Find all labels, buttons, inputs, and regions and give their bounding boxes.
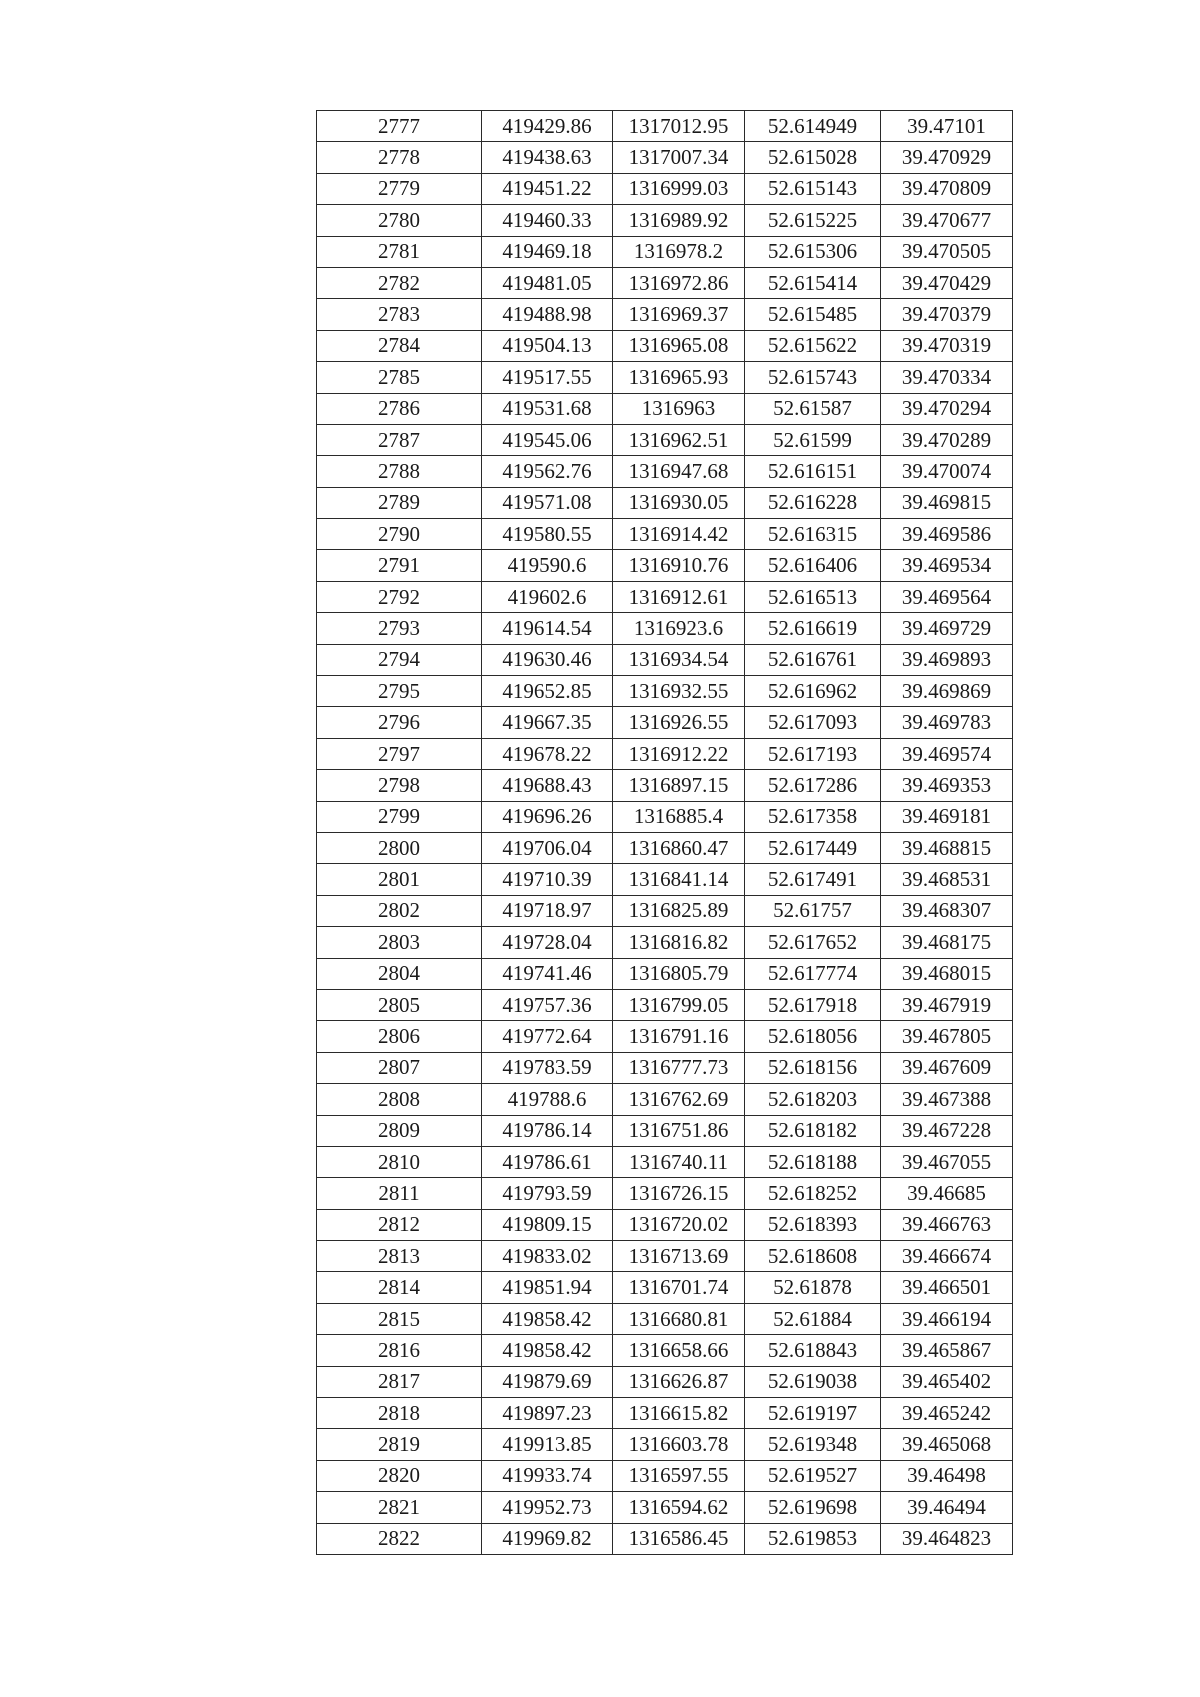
x-coordinate-cell: 419788.6	[482, 1084, 613, 1115]
y-coordinate-cell: 1316626.87	[613, 1366, 745, 1397]
table-row	[317, 1523, 1013, 1554]
longitude-cell: 39.465068	[881, 1429, 1013, 1460]
x-coordinate-cell: 419614.54	[482, 613, 613, 644]
y-coordinate-cell: 1316615.82	[613, 1398, 745, 1429]
table-row	[317, 1178, 1013, 1209]
point-number-cell: 2808	[317, 1084, 482, 1115]
latitude-cell: 52.617093	[745, 707, 881, 738]
x-coordinate-cell: 419580.55	[482, 519, 613, 550]
longitude-cell: 39.468815	[881, 832, 1013, 863]
latitude-cell: 52.615743	[745, 362, 881, 393]
point-number-cell: 2784	[317, 330, 482, 361]
x-coordinate-cell: 419969.82	[482, 1523, 613, 1554]
table-row	[317, 738, 1013, 769]
latitude-cell: 52.617449	[745, 832, 881, 863]
longitude-cell: 39.466194	[881, 1303, 1013, 1334]
x-coordinate-cell: 419710.39	[482, 864, 613, 895]
y-coordinate-cell: 1316791.16	[613, 1021, 745, 1052]
latitude-cell: 52.61599	[745, 424, 881, 455]
longitude-cell: 39.466763	[881, 1209, 1013, 1240]
y-coordinate-cell: 1316989.92	[613, 205, 745, 236]
latitude-cell: 52.617193	[745, 738, 881, 769]
x-coordinate-cell: 419786.61	[482, 1146, 613, 1177]
table-row	[317, 550, 1013, 581]
latitude-cell: 52.616619	[745, 613, 881, 644]
y-coordinate-cell: 1316926.55	[613, 707, 745, 738]
longitude-cell: 39.469574	[881, 738, 1013, 769]
latitude-cell: 52.616962	[745, 676, 881, 707]
point-number-cell: 2802	[317, 895, 482, 926]
point-number-cell: 2786	[317, 393, 482, 424]
x-coordinate-cell: 419545.06	[482, 424, 613, 455]
longitude-cell: 39.467388	[881, 1084, 1013, 1115]
table-row	[317, 1272, 1013, 1303]
point-number-cell: 2800	[317, 832, 482, 863]
longitude-cell: 39.468175	[881, 927, 1013, 958]
table-row	[317, 205, 1013, 236]
point-number-cell: 2812	[317, 1209, 482, 1240]
point-number-cell: 2796	[317, 707, 482, 738]
y-coordinate-cell: 1316740.11	[613, 1146, 745, 1177]
table-row	[317, 1398, 1013, 1429]
point-number-cell: 2799	[317, 801, 482, 832]
y-coordinate-cell: 1316932.55	[613, 676, 745, 707]
table-row	[317, 299, 1013, 330]
table-row	[317, 519, 1013, 550]
x-coordinate-cell: 419688.43	[482, 770, 613, 801]
table-row	[317, 1303, 1013, 1334]
table-row	[317, 1021, 1013, 1052]
latitude-cell: 52.617652	[745, 927, 881, 958]
latitude-cell: 52.616228	[745, 487, 881, 518]
x-coordinate-cell: 419602.6	[482, 581, 613, 612]
y-coordinate-cell: 1316751.86	[613, 1115, 745, 1146]
longitude-cell: 39.470505	[881, 236, 1013, 267]
latitude-cell: 52.615225	[745, 205, 881, 236]
point-number-cell: 2801	[317, 864, 482, 895]
longitude-cell: 39.467919	[881, 989, 1013, 1020]
x-coordinate-cell: 419858.42	[482, 1303, 613, 1334]
table-row	[317, 393, 1013, 424]
latitude-cell: 52.619348	[745, 1429, 881, 1460]
y-coordinate-cell: 1316962.51	[613, 424, 745, 455]
longitude-cell: 39.469534	[881, 550, 1013, 581]
latitude-cell: 52.617286	[745, 770, 881, 801]
y-coordinate-cell: 1316897.15	[613, 770, 745, 801]
x-coordinate-cell: 419897.23	[482, 1398, 613, 1429]
x-coordinate-cell: 419667.35	[482, 707, 613, 738]
table-row	[317, 1115, 1013, 1146]
longitude-cell: 39.467055	[881, 1146, 1013, 1177]
longitude-cell: 39.470319	[881, 330, 1013, 361]
x-coordinate-cell: 419728.04	[482, 927, 613, 958]
table-row	[317, 989, 1013, 1020]
latitude-cell: 52.61587	[745, 393, 881, 424]
x-coordinate-cell: 419793.59	[482, 1178, 613, 1209]
table-row	[317, 142, 1013, 173]
latitude-cell: 52.61757	[745, 895, 881, 926]
point-number-cell: 2782	[317, 267, 482, 298]
longitude-cell: 39.469815	[881, 487, 1013, 518]
x-coordinate-cell: 419469.18	[482, 236, 613, 267]
table-row	[317, 895, 1013, 926]
latitude-cell: 52.61878	[745, 1272, 881, 1303]
point-number-cell: 2798	[317, 770, 482, 801]
point-number-cell: 2788	[317, 456, 482, 487]
y-coordinate-cell: 1316972.86	[613, 267, 745, 298]
table-row	[317, 927, 1013, 958]
latitude-cell: 52.618188	[745, 1146, 881, 1177]
y-coordinate-cell: 1316726.15	[613, 1178, 745, 1209]
x-coordinate-cell: 419429.86	[482, 111, 613, 142]
point-number-cell: 2787	[317, 424, 482, 455]
x-coordinate-cell: 419460.33	[482, 205, 613, 236]
table-row	[317, 832, 1013, 863]
y-coordinate-cell: 1316923.6	[613, 613, 745, 644]
latitude-cell: 52.615622	[745, 330, 881, 361]
x-coordinate-cell: 419571.08	[482, 487, 613, 518]
longitude-cell: 39.469729	[881, 613, 1013, 644]
latitude-cell: 52.618156	[745, 1052, 881, 1083]
latitude-cell: 52.616151	[745, 456, 881, 487]
point-number-cell: 2806	[317, 1021, 482, 1052]
table-row	[317, 330, 1013, 361]
table-row	[317, 1366, 1013, 1397]
table-row	[317, 801, 1013, 832]
longitude-cell: 39.465242	[881, 1398, 1013, 1429]
table-row	[317, 1429, 1013, 1460]
y-coordinate-cell: 1316947.68	[613, 456, 745, 487]
longitude-cell: 39.470677	[881, 205, 1013, 236]
x-coordinate-cell: 419590.6	[482, 550, 613, 581]
y-coordinate-cell: 1316658.66	[613, 1335, 745, 1366]
y-coordinate-cell: 1316934.54	[613, 644, 745, 675]
table-row	[317, 1492, 1013, 1523]
point-number-cell: 2795	[317, 676, 482, 707]
table-row	[317, 362, 1013, 393]
x-coordinate-cell: 419809.15	[482, 1209, 613, 1240]
x-coordinate-cell: 419562.76	[482, 456, 613, 487]
longitude-cell: 39.46494	[881, 1492, 1013, 1523]
y-coordinate-cell: 1316713.69	[613, 1241, 745, 1272]
point-number-cell: 2783	[317, 299, 482, 330]
longitude-cell: 39.469893	[881, 644, 1013, 675]
longitude-cell: 39.466674	[881, 1241, 1013, 1272]
longitude-cell: 39.469783	[881, 707, 1013, 738]
point-number-cell: 2810	[317, 1146, 482, 1177]
table-row	[317, 644, 1013, 675]
x-coordinate-cell: 419652.85	[482, 676, 613, 707]
x-coordinate-cell: 419851.94	[482, 1272, 613, 1303]
longitude-cell: 39.467609	[881, 1052, 1013, 1083]
x-coordinate-cell: 419833.02	[482, 1241, 613, 1272]
latitude-cell: 52.618252	[745, 1178, 881, 1209]
y-coordinate-cell: 1316680.81	[613, 1303, 745, 1334]
latitude-cell: 52.616513	[745, 581, 881, 612]
table-row	[317, 236, 1013, 267]
longitude-cell: 39.470334	[881, 362, 1013, 393]
latitude-cell: 52.618056	[745, 1021, 881, 1052]
x-coordinate-cell: 419451.22	[482, 173, 613, 204]
longitude-cell: 39.470429	[881, 267, 1013, 298]
latitude-cell: 52.618608	[745, 1241, 881, 1272]
y-coordinate-cell: 1316762.69	[613, 1084, 745, 1115]
table-row	[317, 111, 1013, 142]
table-row	[317, 1146, 1013, 1177]
x-coordinate-cell: 419696.26	[482, 801, 613, 832]
longitude-cell: 39.465867	[881, 1335, 1013, 1366]
point-number-cell: 2792	[317, 581, 482, 612]
x-coordinate-cell: 419741.46	[482, 958, 613, 989]
longitude-cell: 39.465402	[881, 1366, 1013, 1397]
table-row	[317, 1335, 1013, 1366]
point-number-cell: 2807	[317, 1052, 482, 1083]
point-number-cell: 2781	[317, 236, 482, 267]
point-number-cell: 2817	[317, 1366, 482, 1397]
point-number-cell: 2818	[317, 1398, 482, 1429]
y-coordinate-cell: 1316603.78	[613, 1429, 745, 1460]
x-coordinate-cell: 419517.55	[482, 362, 613, 393]
point-number-cell: 2789	[317, 487, 482, 518]
point-number-cell: 2794	[317, 644, 482, 675]
table-row	[317, 864, 1013, 895]
table-row	[317, 676, 1013, 707]
y-coordinate-cell: 1316963	[613, 393, 745, 424]
longitude-cell: 39.469181	[881, 801, 1013, 832]
x-coordinate-cell: 419706.04	[482, 832, 613, 863]
point-number-cell: 2785	[317, 362, 482, 393]
point-number-cell: 2777	[317, 111, 482, 142]
x-coordinate-cell: 419879.69	[482, 1366, 613, 1397]
y-coordinate-cell: 1316701.74	[613, 1272, 745, 1303]
longitude-cell: 39.470289	[881, 424, 1013, 455]
y-coordinate-cell: 1316930.05	[613, 487, 745, 518]
point-number-cell: 2805	[317, 989, 482, 1020]
longitude-cell: 39.470379	[881, 299, 1013, 330]
longitude-cell: 39.469353	[881, 770, 1013, 801]
y-coordinate-cell: 1316914.42	[613, 519, 745, 550]
longitude-cell: 39.468531	[881, 864, 1013, 895]
latitude-cell: 52.615028	[745, 142, 881, 173]
point-number-cell: 2793	[317, 613, 482, 644]
x-coordinate-cell: 419933.74	[482, 1460, 613, 1491]
y-coordinate-cell: 1316969.37	[613, 299, 745, 330]
longitude-cell: 39.47101	[881, 111, 1013, 142]
longitude-cell: 39.469564	[881, 581, 1013, 612]
latitude-cell: 52.619038	[745, 1366, 881, 1397]
point-number-cell: 2791	[317, 550, 482, 581]
longitude-cell: 39.468307	[881, 895, 1013, 926]
y-coordinate-cell: 1316910.76	[613, 550, 745, 581]
latitude-cell: 52.614949	[745, 111, 881, 142]
latitude-cell: 52.619197	[745, 1398, 881, 1429]
table-row	[317, 1084, 1013, 1115]
table-row	[317, 1241, 1013, 1272]
y-coordinate-cell: 1316885.4	[613, 801, 745, 832]
longitude-cell: 39.470929	[881, 142, 1013, 173]
point-number-cell: 2779	[317, 173, 482, 204]
x-coordinate-cell: 419531.68	[482, 393, 613, 424]
latitude-cell: 52.616761	[745, 644, 881, 675]
x-coordinate-cell: 419678.22	[482, 738, 613, 769]
x-coordinate-cell: 419438.63	[482, 142, 613, 173]
table-row	[317, 770, 1013, 801]
longitude-cell: 39.469869	[881, 676, 1013, 707]
point-number-cell: 2797	[317, 738, 482, 769]
longitude-cell: 39.467228	[881, 1115, 1013, 1146]
table-row	[317, 581, 1013, 612]
x-coordinate-cell: 419952.73	[482, 1492, 613, 1523]
point-number-cell: 2820	[317, 1460, 482, 1491]
latitude-cell: 52.616406	[745, 550, 881, 581]
latitude-cell: 52.619527	[745, 1460, 881, 1491]
point-number-cell: 2815	[317, 1303, 482, 1334]
coordinates-table-body	[317, 111, 1013, 1555]
latitude-cell: 52.617491	[745, 864, 881, 895]
y-coordinate-cell: 1316799.05	[613, 989, 745, 1020]
table-row	[317, 424, 1013, 455]
latitude-cell: 52.618203	[745, 1084, 881, 1115]
longitude-cell: 39.469586	[881, 519, 1013, 550]
x-coordinate-cell: 419630.46	[482, 644, 613, 675]
table-row	[317, 1209, 1013, 1240]
latitude-cell: 52.61884	[745, 1303, 881, 1334]
y-coordinate-cell: 1316805.79	[613, 958, 745, 989]
x-coordinate-cell: 419504.13	[482, 330, 613, 361]
point-number-cell: 2804	[317, 958, 482, 989]
point-number-cell: 2780	[317, 205, 482, 236]
y-coordinate-cell: 1316999.03	[613, 173, 745, 204]
table-row	[317, 1460, 1013, 1491]
latitude-cell: 52.619698	[745, 1492, 881, 1523]
latitude-cell: 52.617774	[745, 958, 881, 989]
longitude-cell: 39.46498	[881, 1460, 1013, 1491]
table-row	[317, 958, 1013, 989]
point-number-cell: 2814	[317, 1272, 482, 1303]
x-coordinate-cell: 419488.98	[482, 299, 613, 330]
latitude-cell: 52.618393	[745, 1209, 881, 1240]
table-row	[317, 707, 1013, 738]
point-number-cell: 2809	[317, 1115, 482, 1146]
latitude-cell: 52.615414	[745, 267, 881, 298]
y-coordinate-cell: 1316965.93	[613, 362, 745, 393]
latitude-cell: 52.617918	[745, 989, 881, 1020]
x-coordinate-cell: 419772.64	[482, 1021, 613, 1052]
x-coordinate-cell: 419783.59	[482, 1052, 613, 1083]
latitude-cell: 52.619853	[745, 1523, 881, 1554]
point-number-cell: 2778	[317, 142, 482, 173]
point-number-cell: 2821	[317, 1492, 482, 1523]
longitude-cell: 39.468015	[881, 958, 1013, 989]
y-coordinate-cell: 1316777.73	[613, 1052, 745, 1083]
latitude-cell: 52.615485	[745, 299, 881, 330]
point-number-cell: 2822	[317, 1523, 482, 1554]
table-row	[317, 1052, 1013, 1083]
y-coordinate-cell: 1316825.89	[613, 895, 745, 926]
point-number-cell: 2819	[317, 1429, 482, 1460]
latitude-cell: 52.616315	[745, 519, 881, 550]
x-coordinate-cell: 419481.05	[482, 267, 613, 298]
point-number-cell: 2811	[317, 1178, 482, 1209]
point-number-cell: 2803	[317, 927, 482, 958]
latitude-cell: 52.618182	[745, 1115, 881, 1146]
y-coordinate-cell: 1316912.61	[613, 581, 745, 612]
y-coordinate-cell: 1316816.82	[613, 927, 745, 958]
y-coordinate-cell: 1316965.08	[613, 330, 745, 361]
y-coordinate-cell: 1316841.14	[613, 864, 745, 895]
longitude-cell: 39.464823	[881, 1523, 1013, 1554]
latitude-cell: 52.615306	[745, 236, 881, 267]
y-coordinate-cell: 1316720.02	[613, 1209, 745, 1240]
latitude-cell: 52.615143	[745, 173, 881, 204]
point-number-cell: 2790	[317, 519, 482, 550]
table-row	[317, 613, 1013, 644]
point-number-cell: 2813	[317, 1241, 482, 1272]
table-row	[317, 487, 1013, 518]
point-number-cell: 2816	[317, 1335, 482, 1366]
y-coordinate-cell: 1316978.2	[613, 236, 745, 267]
y-coordinate-cell: 1316597.55	[613, 1460, 745, 1491]
x-coordinate-cell: 419757.36	[482, 989, 613, 1020]
latitude-cell: 52.618843	[745, 1335, 881, 1366]
y-coordinate-cell: 1316912.22	[613, 738, 745, 769]
y-coordinate-cell: 1317012.95	[613, 111, 745, 142]
table-row	[317, 456, 1013, 487]
y-coordinate-cell: 1316594.62	[613, 1492, 745, 1523]
table-row	[317, 173, 1013, 204]
latitude-cell: 52.617358	[745, 801, 881, 832]
longitude-cell: 39.470809	[881, 173, 1013, 204]
x-coordinate-cell: 419718.97	[482, 895, 613, 926]
longitude-cell: 39.470294	[881, 393, 1013, 424]
longitude-cell: 39.467805	[881, 1021, 1013, 1052]
y-coordinate-cell: 1316860.47	[613, 832, 745, 863]
table-row	[317, 267, 1013, 298]
y-coordinate-cell: 1316586.45	[613, 1523, 745, 1554]
longitude-cell: 39.466501	[881, 1272, 1013, 1303]
y-coordinate-cell: 1317007.34	[613, 142, 745, 173]
x-coordinate-cell: 419786.14	[482, 1115, 613, 1146]
x-coordinate-cell: 419858.42	[482, 1335, 613, 1366]
longitude-cell: 39.470074	[881, 456, 1013, 487]
x-coordinate-cell: 419913.85	[482, 1429, 613, 1460]
coordinates-table	[316, 110, 1013, 1555]
longitude-cell: 39.46685	[881, 1178, 1013, 1209]
